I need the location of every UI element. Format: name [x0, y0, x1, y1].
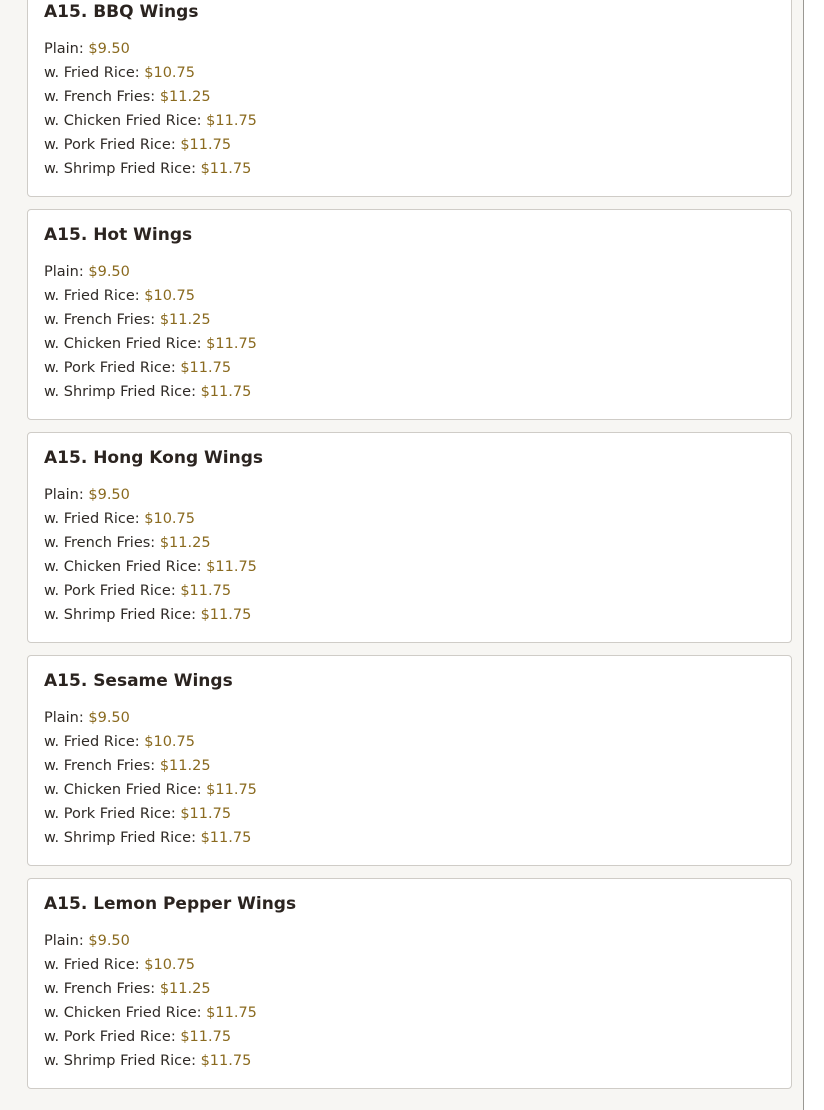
- price-option: [44, 826, 775, 850]
- menu-item-list: [27, 0, 792, 1101]
- price-option-value: $11.75: [206, 559, 257, 575]
- price-option-value: $11.75: [180, 137, 232, 153]
- price-option: [44, 284, 775, 308]
- price-option-value: $9.50: [88, 487, 130, 503]
- price-option: [44, 260, 775, 284]
- menu-item-card[interactable]: [27, 878, 792, 1089]
- menu-item-card[interactable]: [27, 655, 792, 866]
- price-option: [44, 579, 775, 603]
- price-option-label: Plain:: [44, 933, 89, 949]
- price-option-label: w. Pork Fried Rice:: [44, 360, 181, 376]
- price-option-value: $10.75: [144, 65, 195, 81]
- price-option-value: $11.25: [159, 312, 211, 328]
- price-option-value: $9.50: [88, 41, 130, 57]
- price-option-label: w. Fried Rice:: [44, 957, 145, 973]
- price-option-value: $11.75: [180, 806, 232, 822]
- price-option: [44, 929, 775, 953]
- price-option-value: $10.75: [144, 511, 195, 527]
- price-option: [44, 977, 775, 1001]
- price-option-label: w. Fried Rice:: [44, 288, 145, 304]
- price-option: [44, 1001, 775, 1025]
- price-option: [44, 802, 775, 826]
- menu-item-card[interactable]: [27, 209, 792, 420]
- price-option-label: w. Shrimp Fried Rice:: [44, 161, 201, 177]
- price-option-label: w. Pork Fried Rice:: [44, 583, 181, 599]
- price-option-label: w. Fried Rice:: [44, 65, 145, 81]
- price-option-value: $11.75: [200, 830, 252, 846]
- price-option: [44, 706, 775, 730]
- price-option-value: $11.75: [206, 1005, 257, 1021]
- price-option-value: $11.25: [159, 89, 211, 105]
- price-option: [44, 1049, 775, 1073]
- price-option: [44, 332, 775, 356]
- price-option-value: $10.75: [144, 957, 195, 973]
- menu-item-card[interactable]: [27, 0, 792, 197]
- price-option-value: $11.75: [206, 113, 257, 129]
- price-option-value: $10.75: [144, 734, 195, 750]
- price-option: [44, 157, 775, 181]
- price-option-value: $11.75: [180, 360, 232, 376]
- price-option-value: $11.75: [180, 583, 232, 599]
- menu-item-title: A15. Hot Wings: [44, 225, 193, 245]
- price-option-label: Plain:: [44, 710, 89, 726]
- price-option: [44, 531, 775, 555]
- price-option-label: w. Pork Fried Rice:: [44, 1029, 181, 1045]
- price-option-label: Plain:: [44, 41, 89, 57]
- price-option-value: $9.50: [88, 264, 130, 280]
- price-option-label: Plain:: [44, 264, 89, 280]
- price-option-value: $11.75: [200, 161, 252, 177]
- menu-item-title: A15. Hong Kong Wings: [44, 448, 263, 468]
- price-option: [44, 61, 775, 85]
- price-option: [44, 778, 775, 802]
- price-option-label: w. French Fries:: [44, 535, 160, 551]
- price-option: [44, 555, 775, 579]
- price-option: [44, 754, 775, 778]
- price-option: [44, 109, 775, 133]
- menu-item-title: A15. BBQ Wings: [44, 2, 199, 22]
- price-option-value: $9.50: [88, 933, 130, 949]
- price-option: [44, 953, 775, 977]
- price-option: [44, 603, 775, 627]
- price-option-value: $11.25: [159, 981, 211, 997]
- price-option: [44, 1025, 775, 1049]
- price-option: [44, 356, 775, 380]
- price-option-label: w. Shrimp Fried Rice:: [44, 1053, 201, 1069]
- price-option-value: $11.75: [206, 336, 257, 352]
- menu-item-title: A15. Sesame Wings: [44, 671, 233, 691]
- price-option: [44, 133, 775, 157]
- price-option: [44, 380, 775, 404]
- price-option: [44, 37, 775, 61]
- price-option-label: w. French Fries:: [44, 89, 160, 105]
- price-option: [44, 308, 775, 332]
- menu-item-title: A15. Lemon Pepper Wings: [44, 894, 297, 914]
- price-option-label: w. Pork Fried Rice:: [44, 137, 181, 153]
- price-option-label: w. Chicken Fried Rice:: [44, 1005, 207, 1021]
- price-option: [44, 483, 775, 507]
- price-option: [44, 85, 775, 109]
- price-option-label: w. French Fries:: [44, 312, 160, 328]
- price-option: [44, 730, 775, 754]
- price-option-label: w. Shrimp Fried Rice:: [44, 384, 201, 400]
- price-option-value: $9.50: [88, 710, 130, 726]
- price-option-label: w. Chicken Fried Rice:: [44, 559, 207, 575]
- price-option-value: $10.75: [144, 288, 195, 304]
- price-option-value: $11.25: [159, 758, 211, 774]
- price-option-label: w. Fried Rice:: [44, 734, 145, 750]
- price-option-value: $11.75: [200, 607, 252, 623]
- price-option-label: w. French Fries:: [44, 981, 160, 997]
- price-option-label: w. Chicken Fried Rice:: [44, 782, 207, 798]
- price-option-label: w. Pork Fried Rice:: [44, 806, 181, 822]
- price-option-value: $11.75: [200, 384, 252, 400]
- scroll-gutter: [804, 0, 824, 1110]
- price-option-label: Plain:: [44, 487, 89, 503]
- price-option-label: w. Chicken Fried Rice:: [44, 336, 207, 352]
- menu-item-card[interactable]: [27, 432, 792, 643]
- price-option-label: w. Shrimp Fried Rice:: [44, 830, 201, 846]
- price-option-value: $11.25: [159, 535, 211, 551]
- price-option-value: $11.75: [180, 1029, 232, 1045]
- price-option-label: w. Fried Rice:: [44, 511, 145, 527]
- price-option-value: $11.75: [200, 1053, 252, 1069]
- price-option: [44, 507, 775, 531]
- price-option-label: w. Shrimp Fried Rice:: [44, 607, 201, 623]
- price-option-label: w. Chicken Fried Rice:: [44, 113, 207, 129]
- price-option-label: w. French Fries:: [44, 758, 160, 774]
- price-option-value: $11.75: [206, 782, 257, 798]
